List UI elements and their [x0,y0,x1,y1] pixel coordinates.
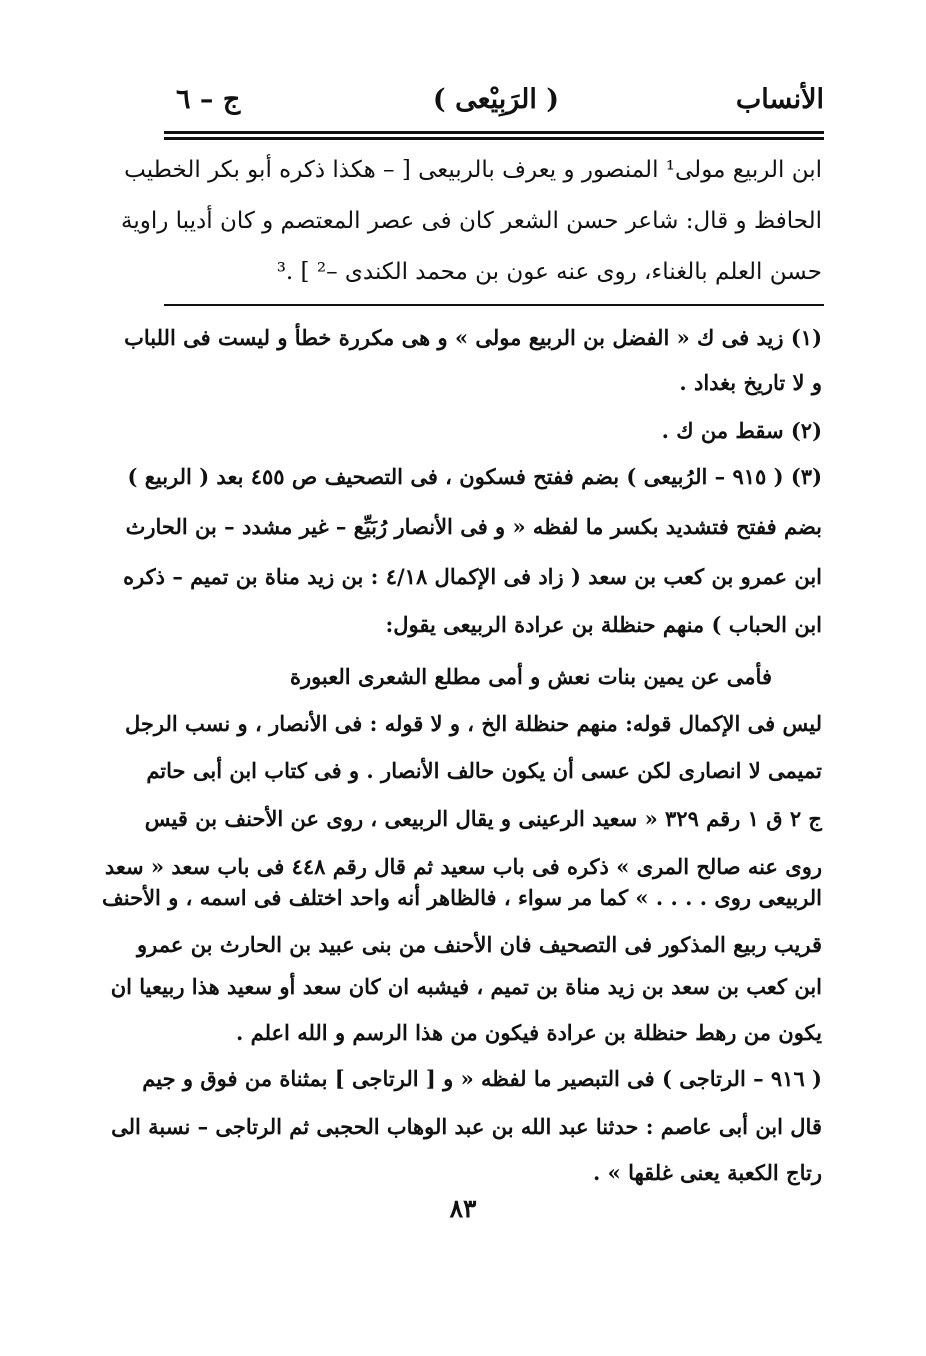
header-entry-title: ( الرَبِيْعى ) [432,84,560,115]
footnote-line: روى عنه صالح المرى » ذكره فى باب سعيد ثم قال رقم ٤٤٨ فى باب سعد « سعد [104,854,822,879]
header-rule-bottom [164,137,824,140]
header-book-title: الأنساب [735,84,824,115]
footnote-line: ابن عمرو بن كعب بن سعد ( زاد فى الإكمال ٤/١٨ : بن زيد مناة بن تميم – ذكره [123,564,822,589]
footnote-line: بضم ففتح فتشديد بكسر ما لفظه « و فى الأنصار رُبَيِّع – غير مشدد – بن الحارث [125,514,822,539]
footnote-line: (٢) سقط من ك . [661,418,822,443]
footnote-line: ابن كعب بن سعد بن زيد مناة بن تميم ، فيشبه ان كان سعد أو سعيد هذا ربيعيا ان [110,974,822,999]
main-text-line: الحافظ و قال: شاعر حسن الشعر كان فى عصر المعتصم و كان أديبا راوية [121,208,822,234]
footnote-line: ابن الحباب ) منهم حنظلة بن عرادة الربيعى يقول: [385,612,822,637]
footnote-line: قال ابن أبى عاصم : حدثنا عبد الله بن عبد الوهاب الحجبى ثم الرتاجى – نسبة الى [111,1114,822,1139]
footnote-line: (١) زيد فى ك « الفضل بن الربيع مولى » و هى مكررة خطأ و ليست فى اللباب [124,325,822,350]
footnote-line: يكون من رهط حنظلة بن عرادة فيكون من هذا الرسم و الله اعلم . [235,1020,822,1045]
main-text-line: ابن الربيع مولى¹ المنصور و يعرف بالربيعى [ – هكذا ذكره أبو بكر الخطيب [124,157,822,183]
verse-line: فأمى عن يمين بنات نعش و أمى مطلع الشعرى العبورة [289,664,772,689]
footnote-line: ليس فى الإكمال قوله: منهم حنظلة الخ ، و لا قوله : فى الأنصار ، و نسب الرجل [125,711,822,736]
page-number: ٨٣ [449,1194,477,1223]
footnote-line: الربيعى روى . . . . » كما مر سواء ، فالظاهر أنه واحد اختلف فى اسمه ، و الأحنف [102,885,822,910]
footnote-line: قريب ربيع المذكور فى التصحيف فان الأحنف من بنى عبيد بن الحارث بن عمرو [136,932,822,957]
footnote-line: و لا تاريخ بغداد . [679,370,822,395]
main-text-line: حسن العلم بالغناء، روى عنه عون بن محمد الكندى –² ] .³ [276,259,822,285]
footnote-line: ج ٢ ق ١ رقم ٣٢٩ « سعيد الرعينى و يقال الربيعى ، روى عن الأحنف بن قيس [144,806,822,831]
footnote-line: تميمى لا انصارى لكن عسى أن يكون حالف الأنصار . و فى كتاب ابن أبى حاتم [146,758,822,783]
footnote-separator [164,304,824,306]
running-header [168,80,824,126]
header-rule-top [164,131,824,134]
footnote-line: رتاج الكعبة يعنى غلقها » . [593,1160,822,1185]
header-volume: ج – ٦ [176,84,241,115]
footnote-line: ( ٩١٦ – الرتاجى ) فى التبصير ما لفظه « و [ الرتاجى ] بمثناة من فوق و جيم [142,1066,822,1091]
footnote-line: (٣) ( ٩١٥ – الرُبيعى ) بضم ففتح فسكون ، فى التصحيف ص ٤٥٥ بعد ( الربيع ) [127,464,822,489]
